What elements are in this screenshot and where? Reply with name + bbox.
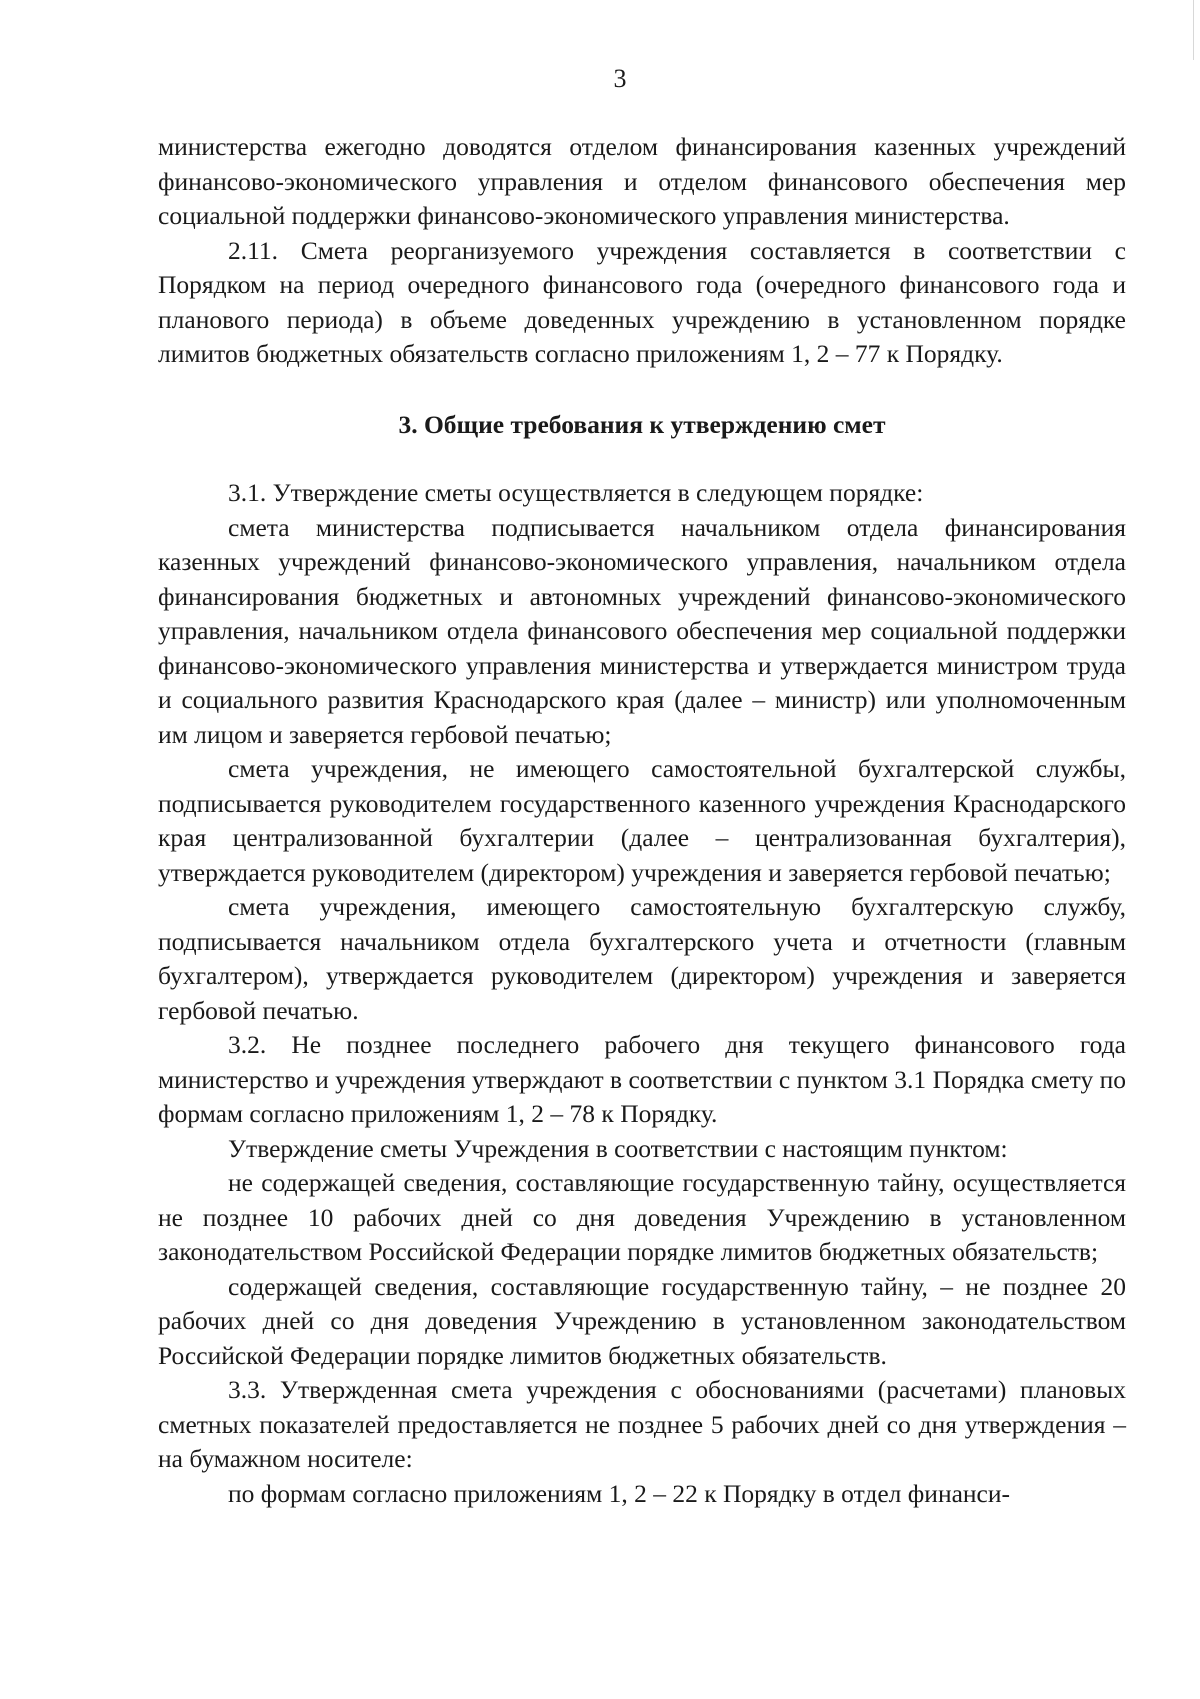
paragraph-institution-no-accounting: смета учреждения, не имеющего самостоятельной бухгалтерской службы, подписывается руководителем государственного казенного учреждения Краснодарского края централизованной бухгалтерии (далее – централизованная бухгалтерия), утверждается руководителем (директором) учреждения и заверяется гербовой печатью; xyxy=(158,754,1126,887)
paragraph-approval-intro: Утверждение сметы Учреждения в соответствии с настоящим пунктом: xyxy=(228,1133,1008,1163)
paragraph-3-2: 3.2. Не позднее последнего рабочего дня текущего финансового года министерство и учреждения утверждают в соответствии с пунктом 3.1 Порядка смету по формам согласно приложениям 1, 2 – 78 к Порядку. xyxy=(158,1030,1126,1128)
document-body xyxy=(158,130,1126,1511)
paragraph-ministry-estimate: смета министерства подписывается начальником отдела финансирования казенных учреждений финансово-экономического управления, начальником отдела финансирования бюджетных и автономных учреждений финансово-экономического управления, начальником отдела финансового обеспечения мер социальной поддержки финансово-экономического управления министерства и утверждается министром труда и социального развития Краснодарского края (далее – министр) или уполномоченным им лицом и заверяется гербовой печатью; xyxy=(158,512,1126,749)
page-number: 3 xyxy=(613,64,627,93)
paragraph-2-11: 2.11. Смета реорганизуемого учреждения составляется в соответствии с Порядком на период очередного финансового года (очередного финансового года и планового периода) в объеме доведенных учреждению в установленном порядке лимитов бюджетных обязательств согласно приложениям 1, 2 – 77 к Порядку. xyxy=(158,235,1126,368)
paragraph-3-3: 3.3. Утвержденная смета учреждения с обоснованиями (расчетами) плановых сметных показателей предоставляется не позднее 5 рабочих дней со дня утверждения – на бумажном носителе: xyxy=(158,1375,1126,1473)
paragraph-forms: по формам согласно приложениям 1, 2 – 22 к Порядку в отдел финанси- xyxy=(228,1478,1011,1508)
paragraph-continuation: министерства ежегодно доводятся отделом финансирования казенных учреждений финансово-экономического управления и отделом финансового обеспечения мер социальной поддержки финансово-экономического управления министерства. xyxy=(158,132,1126,230)
scan-edge-mark xyxy=(1179,0,1194,60)
paragraph-institution-with-accounting: смета учреждения, имеющего самостоятельную бухгалтерскую службу, подписывается начальником отдела бухгалтерского учета и отчетности (главным бухгалтером), утверждается руководителем (директором) учреждения и заверяется гербовой печатью. xyxy=(158,892,1126,1025)
paragraph-3-1: 3.1. Утверждение сметы осуществляется в следующем порядке: xyxy=(228,478,924,507)
paragraph-non-secret: не содержащей сведения, составляющие государственную тайну, осуществляется не позднее 10 рабочих дней со дня доведения Учреждению в установленном законодательством Российской Федерации порядке лимитов бюджетных обязательств; xyxy=(158,1168,1126,1266)
paragraph-secret: содержащей сведения, составляющие государственную тайну, – не позднее 20 рабочих дней со дня доведения Учреждению в установленном законодательством Российской Федерации порядке лимитов бюджетных обязательств. xyxy=(158,1271,1126,1370)
section-heading: 3. Общие требования к утверждению смет xyxy=(398,409,886,439)
